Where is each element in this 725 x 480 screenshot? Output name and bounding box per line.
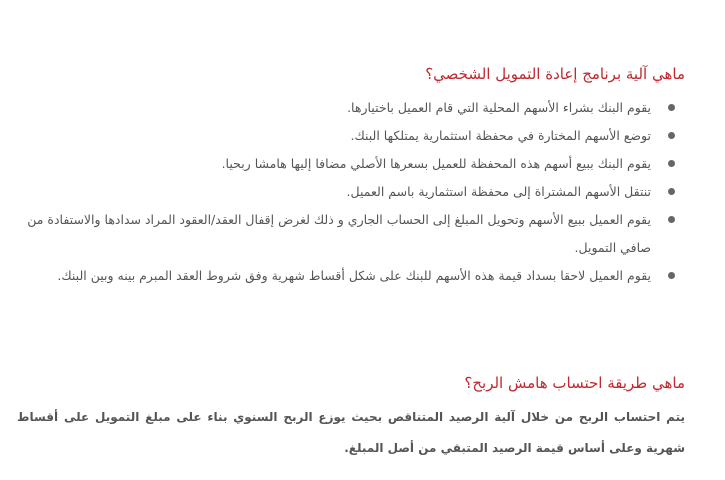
list-item-text: توضع الأسهم المختارة في محفظة استثمارية يمتلكها البنك.: [350, 128, 651, 143]
profit-margin-paragraph: يتم احتساب الربح من خلال آلية الرصيد المتناقص بحيث يوزع الربح السنوي بناء على مبلغ التمويل على أقساط شهرية وعلى أساس قيمة الرصيد المتبقي من أصل المبلغ.: [17, 410, 685, 455]
list-item: [7, 262, 677, 290]
section-title-profit-margin: ماهي طريقة احتساب هامش الربح؟: [464, 374, 685, 392]
list-item: [7, 122, 677, 150]
bullet-icon: [668, 188, 675, 195]
list-item: [7, 206, 677, 262]
section-title-refinancing-mechanism: ماهي آلية برنامج إعادة التمويل الشخصي؟: [425, 65, 685, 83]
bullet-icon: [668, 160, 675, 167]
list-item: [7, 94, 677, 122]
list-item-text: يقوم العميل ببيع الأسهم وتحويل المبلغ إلى الحساب الجاري و ذلك لغرض إقفال العقد/العقود المراد سدادها والاستفادة من صافي التمويل.: [27, 212, 651, 255]
list-item: [7, 178, 677, 206]
mechanism-steps-list: [7, 94, 677, 290]
bullet-icon: [668, 272, 675, 279]
list-item-text: يقوم البنك بشراء الأسهم المحلية التي قام العميل باختيارها.: [347, 100, 651, 115]
list-item: [7, 150, 677, 178]
list-item-text: يقوم البنك ببيع أسهم هذه المحفظة للعميل بسعرها الأصلي مضافا إليها هامشا ربحيا.: [221, 156, 651, 171]
bullet-icon: [668, 104, 675, 111]
bullet-icon: [668, 216, 675, 223]
list-item-text: يقوم العميل لاحقا بسداد قيمة هذه الأسهم للبنك على شكل أقساط شهرية وفق شروط العقد المبرم بينه وبين البنك.: [57, 268, 651, 283]
list-item-text: تنتقل الأسهم المشتراة إلى محفظة استثمارية باسم العميل.: [346, 184, 651, 199]
bullet-icon: [668, 132, 675, 139]
